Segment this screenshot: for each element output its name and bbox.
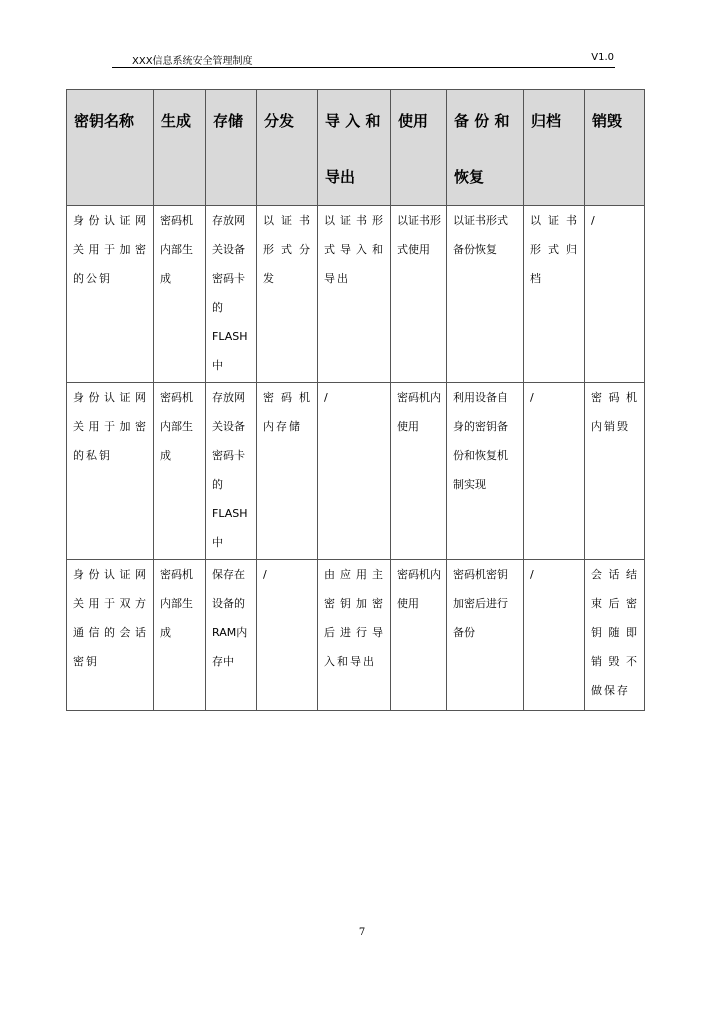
- table-cell: 身份认证网关用于双方通信的会话密钥: [67, 560, 154, 711]
- table-cell: /: [524, 383, 585, 560]
- table-cell: 身份认证网关用于加密的私钥: [67, 383, 154, 560]
- table-cell: 以证书形式分发: [257, 206, 318, 383]
- table-cell: /: [585, 206, 645, 383]
- col-header-distribution: 分发: [257, 90, 318, 206]
- table-cell: 以证书形式备份恢复: [447, 206, 524, 383]
- col-header-usage: 使用: [391, 90, 447, 206]
- page-number: 7: [358, 927, 366, 938]
- table-row: [67, 383, 645, 560]
- table-cell: 存放网关设备密码卡的FLASH中: [206, 383, 257, 560]
- col-header-archive: 归档: [524, 90, 585, 206]
- table-cell: /: [318, 383, 391, 560]
- table-cell: 身份认证网关用于加密的公钥: [67, 206, 154, 383]
- table-header-row: [67, 90, 645, 206]
- table-cell: /: [257, 560, 318, 711]
- table-cell: 密码机内使用: [391, 560, 447, 711]
- table-cell: 存放网关设备密码卡的FLASH中: [206, 206, 257, 383]
- table-cell: 密码机密钥加密后进行备份: [447, 560, 524, 711]
- table-cell: 密码机内销毁: [585, 383, 645, 560]
- header-divider: [112, 67, 615, 68]
- table-cell: 密码机内使用: [391, 383, 447, 560]
- document-title: XXX信息系统安全管理制度: [132, 56, 253, 67]
- table-cell: 会话结束后密钥随即销毁不做保存: [585, 560, 645, 711]
- table-cell: 保存在设备的RAM内存中: [206, 560, 257, 711]
- version-label: V1.0: [591, 52, 614, 63]
- table-cell: 以证书形式使用: [391, 206, 447, 383]
- col-header-backup-restore: 备 份 和 恢复: [447, 90, 524, 206]
- table-cell: 密码机内部生成: [154, 206, 206, 383]
- table-row: [67, 206, 645, 383]
- col-header-destroy: 销毁: [585, 90, 645, 206]
- table-cell: 密码机内存储: [257, 383, 318, 560]
- key-management-table: [66, 89, 645, 711]
- table-cell: 由应用主密钥加密后进行导入和导出: [318, 560, 391, 711]
- table-cell: /: [524, 560, 585, 711]
- col-header-key-name: 密钥名称: [67, 90, 154, 206]
- col-header-generate: 生成: [154, 90, 206, 206]
- table-cell: 密码机内部生成: [154, 560, 206, 711]
- table-cell: 密码机内部生成: [154, 383, 206, 560]
- table-cell: 以证书形式归档: [524, 206, 585, 383]
- col-header-storage: 存储: [206, 90, 257, 206]
- col-header-import-export: 导 入 和 导出: [318, 90, 391, 206]
- table-cell: 以证书形式导入和导出: [318, 206, 391, 383]
- table-row: [67, 560, 645, 711]
- table-cell: 利用设备自身的密钥备份和恢复机制实现: [447, 383, 524, 560]
